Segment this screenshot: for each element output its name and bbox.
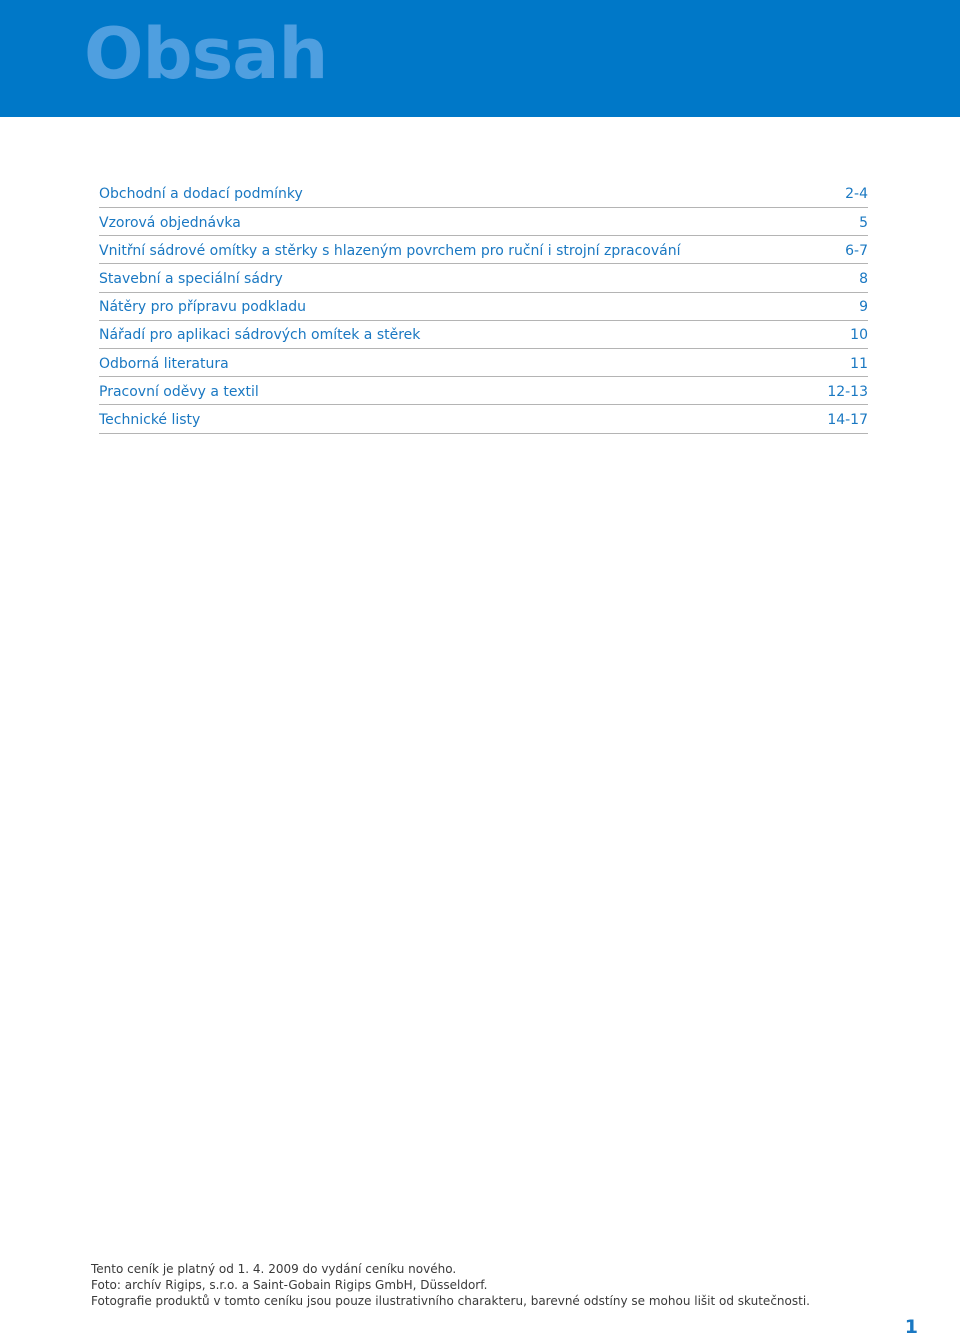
toc-item[interactable] [99, 209, 868, 236]
toc-item-label: Odborná literatura [99, 355, 229, 372]
page-title: Obsah [84, 13, 328, 95]
toc-item-page: 5 [859, 214, 868, 231]
toc-item-label: Nářadí pro aplikaci sádrových omítek a stěrek [99, 327, 421, 344]
toc-item-page: 11 [850, 355, 868, 372]
toc-item[interactable] [99, 180, 868, 208]
toc-item-label: Stavební a speciální sádry [99, 271, 283, 288]
toc-item-page: 9 [859, 299, 868, 316]
disclaimer: Fotografie produktů v tomto ceníku jsou pouze ilustrativního charakteru, barevné odstíny se mohou lišit od skutečnosti. [91, 1294, 810, 1308]
toc-item[interactable] [99, 350, 868, 377]
toc-item-label: Vzorová objednávka [99, 214, 241, 231]
table-of-contents [99, 180, 868, 435]
toc-item-page: 2-4 [845, 186, 868, 202]
toc-item-page: 8 [859, 271, 868, 288]
toc-item-label: Technické listy [99, 412, 201, 428]
toc-item-label: Pracovní oděvy a textil [99, 383, 259, 400]
toc-item-label: Vnitřní sádrové omítky a stěrky s hlazeným povrchem pro ruční i strojní zpracování [99, 242, 681, 259]
footer-notes [91, 1261, 851, 1309]
toc-item[interactable] [99, 378, 868, 405]
toc-item-label: Nátěry pro přípravu podkladu [99, 299, 307, 316]
toc-item-page: 14-17 [827, 412, 868, 428]
toc-item[interactable] [99, 322, 868, 349]
toc-item-page: 12-13 [827, 383, 868, 400]
toc-item[interactable] [99, 294, 868, 321]
toc-item-page: 6-7 [845, 242, 868, 259]
header-band [0, 0, 960, 117]
page-number: 1 [904, 1316, 918, 1338]
toc-item-label: Obchodní a dodací podmínky [99, 186, 303, 202]
validity-note: Tento ceník je platný od 1. 4. 2009 do vydání ceníku nového. [91, 1262, 457, 1276]
toc-item[interactable] [99, 266, 868, 293]
photo-credit: Foto: archív Rigips, s.r.o. a Saint-Gobain Rigips GmbH, Düsseldorf. [91, 1278, 488, 1292]
toc-item-page: 10 [850, 327, 868, 344]
toc-item[interactable] [99, 237, 868, 264]
toc-item[interactable] [99, 407, 868, 434]
